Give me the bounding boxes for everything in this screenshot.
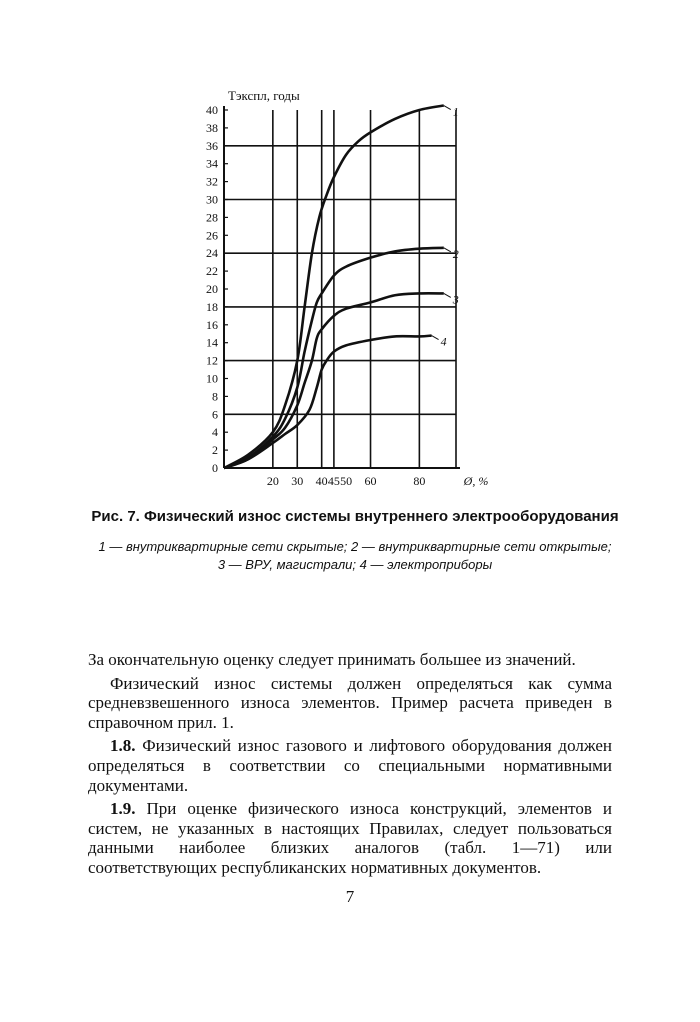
y-tick-label: 26 (206, 228, 218, 243)
y-tick-label: 32 (206, 174, 218, 189)
paragraph-1: За окончательную оценку следует принимать большее из значений. (88, 650, 576, 669)
x-tick-label: 50 (340, 474, 353, 488)
x-tick-label: 60 (364, 474, 377, 488)
y-tick-label: 36 (206, 138, 218, 153)
figure-legend-line-1: 1 — внутриквартирные сети скрытые; 2 — внутриквартирные сети открытые; (98, 539, 612, 554)
x-axis-label: Ø, % (463, 474, 489, 488)
series-label-leader-2 (444, 248, 451, 252)
paragraph-4 (88, 799, 612, 877)
series-label-3: 3 (452, 292, 459, 307)
y-tick-label: 30 (206, 192, 218, 207)
y-tick-label: 34 (206, 156, 218, 171)
y-tick-label: 12 (206, 353, 218, 368)
y-tick-label: 6 (212, 407, 218, 422)
y-tick-label: 4 (212, 425, 218, 440)
y-tick-label: 40 (206, 103, 218, 117)
paragraph-2: Физический износ системы должен определяться как сумма средневзвешенного износа элементов. Пример расчета приведен в справочном прил. 1. (88, 673, 612, 732)
y-tick-label: 22 (206, 264, 218, 279)
series-label-leader-4 (432, 336, 439, 340)
y-tick-label: 24 (206, 246, 218, 261)
x-tick-label: 45 (327, 474, 340, 488)
series-label-leader-3 (444, 293, 451, 297)
y-tick-label: 2 (212, 443, 218, 458)
y-tick-label: 16 (206, 317, 218, 332)
figure-legend (60, 538, 650, 574)
y-tick-label: 18 (206, 299, 218, 314)
x-tick-label: 80 (413, 474, 426, 488)
chart (0, 0, 700, 500)
paragraph-4-text: При оценке физического износа конструкций, элементов и систем, не указанных в настоящих Правилах, следует пользоваться данными наиболее близких аналогов (табл. 1—71) или соответствующих республиканских нормативных документов. (88, 799, 612, 877)
paragraph-4-number: 1.9. (110, 799, 136, 819)
figure-caption: Рис. 7. Физический износ системы внутреннего электрооборудования (91, 508, 619, 525)
x-tick-label: 30 (291, 474, 304, 488)
y-tick-label: 20 (206, 282, 218, 296)
chart-series (224, 105, 459, 468)
y-tick-label: 0 (212, 461, 218, 475)
figure-legend-line-2: 3 — ВРУ, магистрали; 4 — электроприборы (217, 557, 493, 572)
y-tick-label: 10 (206, 371, 218, 386)
series-label-2: 2 (452, 246, 459, 261)
series-label-4: 4 (440, 334, 447, 349)
paragraph-3-number: 1.8. (110, 736, 136, 756)
body-text (88, 650, 612, 882)
paragraph-3-text: Физический износ газового и лифтового оборудования должен определяться в соответствии со специальными нормативными документами. (88, 736, 613, 795)
y-tick-label: 38 (206, 120, 218, 135)
x-tick-label: 20 (266, 474, 279, 488)
paragraph-3 (88, 736, 612, 795)
page-number: 7 (345, 887, 355, 906)
y-tick-label: 8 (212, 389, 218, 404)
series-label-leader-1 (444, 106, 451, 110)
y-tick-label: 14 (206, 335, 218, 350)
series-label-1: 1 (452, 104, 459, 119)
y-tick-label: 28 (206, 210, 218, 225)
y-axis-label: Тэкспл, годы (228, 88, 300, 103)
x-tick-label: 40 (315, 474, 328, 488)
chart-ticks (206, 103, 488, 488)
